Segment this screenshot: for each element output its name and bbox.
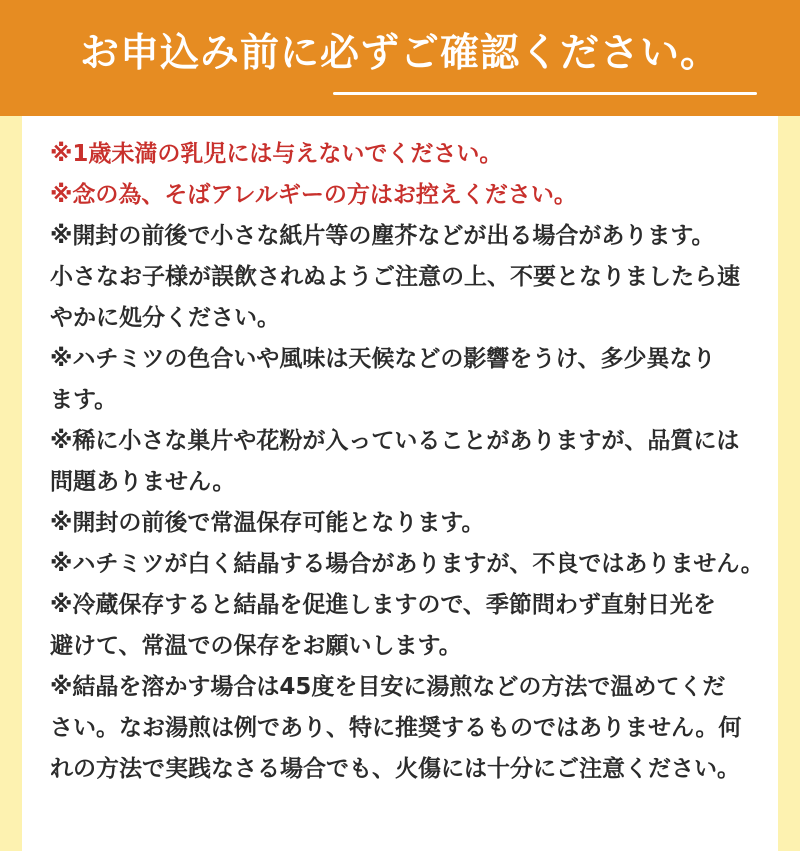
note-line: さい。なお湯煎は例であり、特に推奨するものではありません。何 (50, 715, 742, 741)
note-line: ※開封の前後で小さな紙片等の塵芥などが出る場合があります。 (50, 223, 715, 249)
note-line: 小さなお子様が誤飲されぬようご注意の上、不要となりましたら速 (50, 264, 740, 290)
note-line: ※ハチミツが白く結晶する場合がありますが、不良ではありません。 (50, 551, 764, 577)
note-line: ます。 (50, 387, 118, 413)
page-title: お申込み前に必ずご確認ください。 (79, 31, 720, 76)
note-line: 問題ありません。 (50, 469, 236, 495)
warning-line-allergy: ※念の為、そばアレルギーの方はお控えください。 (50, 182, 577, 208)
notes-list (50, 134, 780, 790)
header-banner (0, 0, 800, 116)
note-line: 避けて、常温での保存をお願いします。 (50, 633, 462, 659)
note-line: れの方法で実践なさる場合でも、火傷には十分にご注意ください。 (50, 756, 740, 782)
note-line: ※結晶を溶かす場合は45度を目安に湯煎などの方法で温めてくだ (50, 674, 726, 700)
note-line: ※開封の前後で常温保存可能となります。 (50, 510, 485, 536)
title-underline (333, 92, 757, 95)
note-line: ※稀に小さな巣片や花粉が入っていることがありますが、品質には (50, 428, 740, 454)
note-line: やかに処分ください。 (50, 305, 280, 331)
warning-line-infant: ※1歳未満の乳児には与えないでください。 (50, 141, 503, 167)
note-line: ※ハチミツの色合いや風味は天候などの影響をうけ、多少異なり (50, 346, 716, 372)
note-line: ※冷蔵保存すると結晶を促進しますので、季節問わず直射日光を (50, 592, 716, 618)
